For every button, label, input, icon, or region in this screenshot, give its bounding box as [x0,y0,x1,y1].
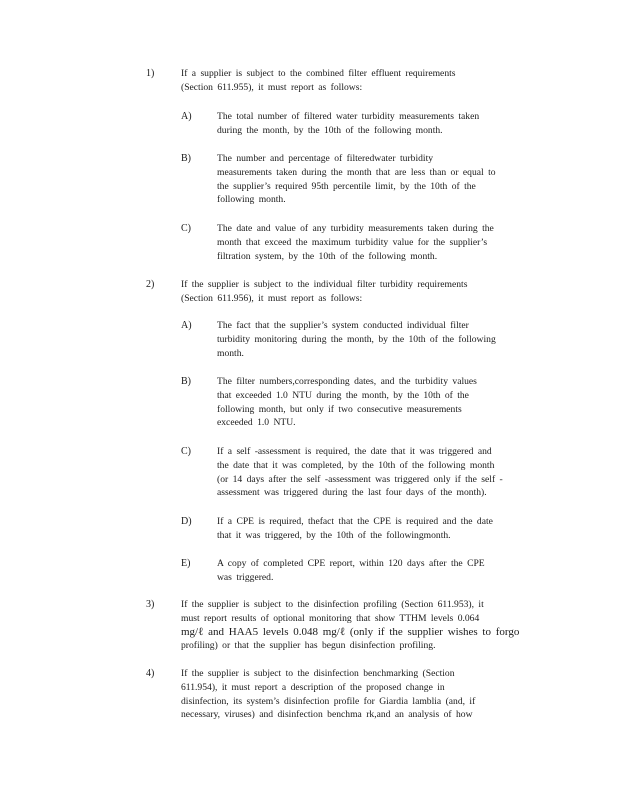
item-4-text [181,667,541,722]
item-3-line-4: profiling) or that the supplier has begun disinfection profiling. [181,640,436,652]
item-4-line-2: 611.954), it must report a description of the proposed change in [181,681,445,693]
item-3-line-3: mg/ℓ and HAA5 levels 0.048 mg/ℓ (only if the supplier wishes to forgo [181,625,520,638]
item-2a-text [217,319,542,360]
item-2b-line-3: following month, but only if two consecutive measurements [217,403,462,415]
item-4-line-3: disinfection, its system’s disinfection profile for Giardia lamblia (and, if [181,695,476,707]
item-2a-line-1: The fact that the supplier’s system conducted individual filter [217,320,469,331]
item-2e-text [217,557,542,585]
item-2d-label: D) [181,516,192,527]
item-1c-line-2: month that exceed the maximum turbidity value for the supplier’s [217,236,488,248]
item-2a-label: A) [181,320,192,331]
item-1b-line-4: following month. [217,194,286,206]
item-1b-text [217,152,542,207]
item-2c-text [217,445,547,500]
item-2-line-1: If the supplier is subject to the individual filter turbidity requirements [181,279,468,290]
item-1-line-1: If a supplier is subject to the combined filter effluent requirements [181,68,456,79]
item-1b-line-3: the supplier’s required 95th percentile limit, by the 10th of the [217,180,476,192]
item-2c-line-4: assessment was triggered during the last four days of the month). [217,487,487,499]
item-2c-line-3: (or 14 days after the self -assessment was triggered only if the self - [217,473,503,485]
item-1c-label: C) [181,223,191,234]
item-1a-label: A) [181,111,192,122]
item-2d-line-1: If a CPE is required, thefact that the CPE is required and the date [217,516,493,527]
item-2-line-2: (Section 611.956), it must report as follows: [181,292,363,304]
item-2b-text [217,375,542,430]
item-2a-line-2: turbidity monitoring during the month, by the 10th of the following [217,333,496,345]
item-2e-line-1: A copy of completed CPE report, within 120 days after the CPE [217,558,485,569]
item-4-line-1: If the supplier is subject to the disinfection benchmarking (Section [181,668,455,679]
item-3-number: 3) [146,599,155,610]
item-2c-line-2: the date that it was completed, by the 10th of the following month [217,459,495,471]
item-3-text [181,598,541,653]
item-3-line-1: If the supplier is subject to the disinfection profiling (Section 611.953), it [181,599,484,610]
item-1a-text [217,110,537,138]
item-2d-text [217,515,542,543]
item-2b-line-1: The filter numbers,corresponding dates, and the turbidity values [217,376,477,387]
item-2-text [181,278,506,306]
item-1b-label: B) [181,153,191,164]
item-4-number: 4) [146,668,155,679]
item-3-line-2: must report results of optional monitoring that show TTHM levels 0.064 [181,612,480,624]
item-1b-line-1: The number and percentage of filteredwater turbidity [217,153,434,164]
item-1a-line-2: during the month, by the 10th of the following month. [217,124,443,136]
item-2e-label: E) [181,558,191,569]
item-1c-line-1: The date and value of any turbidity measurements taken during the [217,223,494,234]
item-2e-line-2: was triggered. [217,571,274,583]
item-2b-line-2: that exceeded 1.0 NTU during the month, by the 10th of the [217,389,469,401]
item-1-line-2: (Section 611.955), it must report as follows: [181,81,363,93]
item-2a-line-3: month. [217,347,244,359]
item-1-number: 1) [146,68,155,79]
item-1c-line-3: filtration system, by the 10th of the following month. [217,250,438,262]
item-2b-line-4: exceeded 1.0 NTU. [217,417,296,429]
item-1b-line-2: measurements taken during the month that are less than or equal to [217,166,496,178]
item-1-text [181,67,491,95]
item-1a-line-1: The total number of filtered water turbidity measurements taken [217,111,480,122]
item-2c-label: C) [181,446,191,457]
item-4-line-4: necessary, viruses) and disinfection benchma rk,and an analysis of how [181,709,473,721]
item-2d-line-2: that it was triggered, by the 10th of the followingmonth. [217,529,451,541]
item-1c-text [217,222,542,263]
item-2-number: 2) [146,279,155,290]
item-2b-label: B) [181,376,191,387]
item-2c-line-1: If a self -assessment is required, the date that it was triggered and [217,446,492,457]
